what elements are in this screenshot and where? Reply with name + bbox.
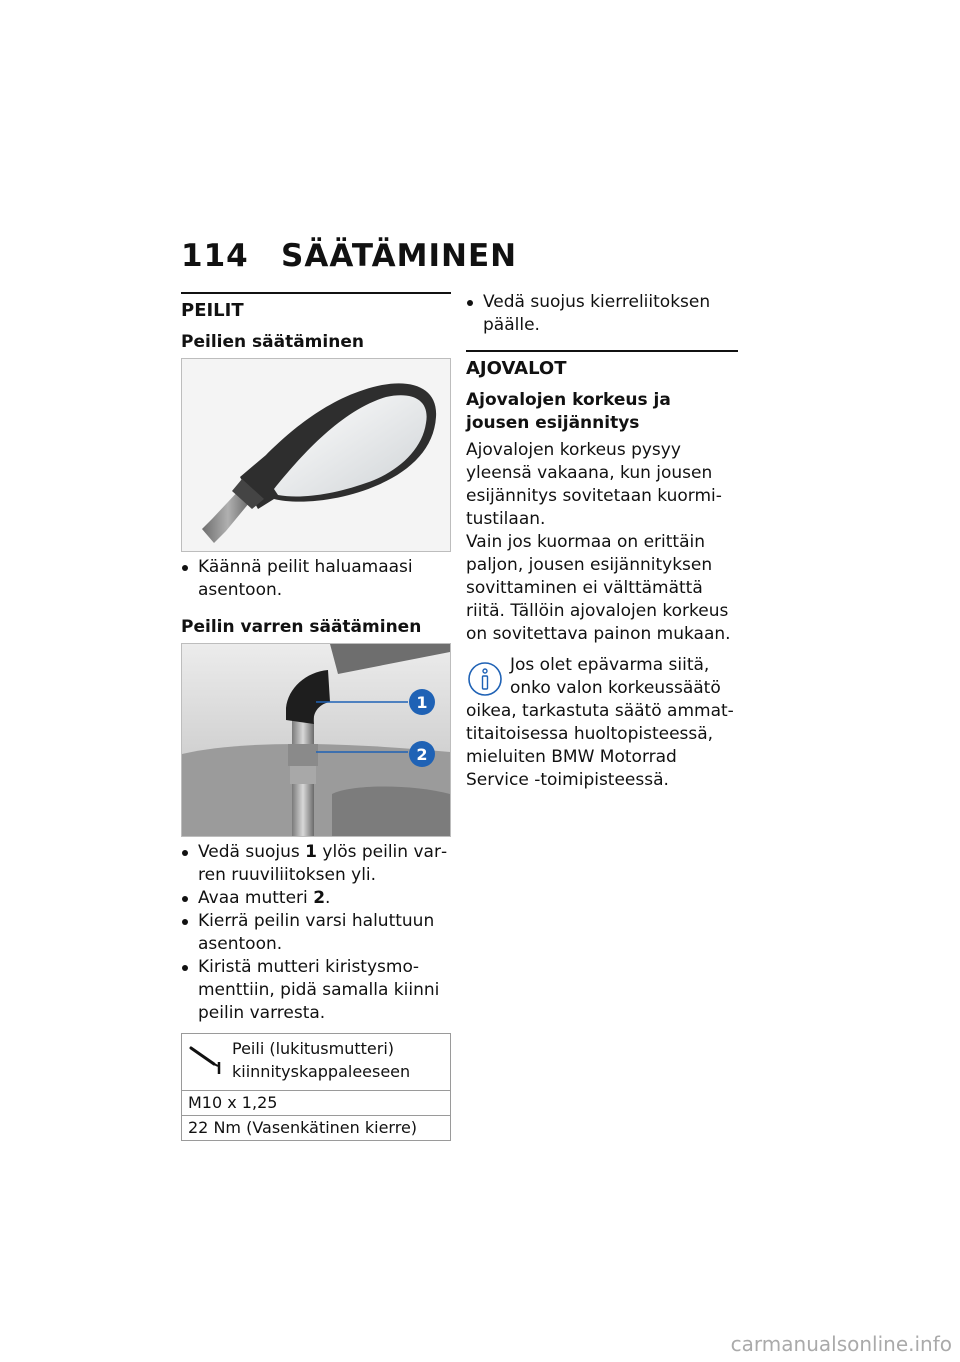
spec-header <box>182 1034 450 1091</box>
mirror-figure <box>181 358 451 552</box>
callout-label: 1 <box>416 693 428 712</box>
paragraph: Vain jos kuormaa on erittäin paljon, jousen esijännityksen sovittaminen ei välttämättä riitä. Tällöin ajovalojen korkeus on sovitettava painon mukaan. <box>466 532 731 644</box>
spec-torque: 22 Nm (Vasenkätinen kierre) <box>188 1118 418 1137</box>
info-line: Jos olet epävarma siitä, <box>510 655 710 675</box>
step-text: . <box>325 888 331 908</box>
watermark: carmanualsonline.info <box>730 1332 952 1356</box>
list-item <box>181 910 451 956</box>
section-title-headlights: AJOVALOT <box>466 358 567 379</box>
spec-thread: M10 x 1,25 <box>182 1091 450 1116</box>
torque-wrench-icon <box>188 1040 224 1076</box>
paragraph: Ajovalojen korkeus pysyy yleensä vakaana, kun jousen esijännitys sovitetaan kuormitustilaan. <box>466 440 722 529</box>
torque-spec-table <box>181 1033 451 1141</box>
step-text: Vedä suojus <box>198 842 306 862</box>
list-item <box>181 956 451 1025</box>
info-text <box>466 654 738 792</box>
info-note <box>466 654 738 792</box>
step-text: Kiristä mutteri kiristysmomenttiin, pidä samalla kiinni peilin varresta. <box>198 957 440 1023</box>
page-number: 114 <box>181 238 249 274</box>
section-title-mirrors: PEILIT <box>181 300 244 321</box>
step-text: Kierrä peilin varsi haluttuun asentoon. <box>198 911 435 954</box>
mirror-arm-steps-continued <box>466 291 738 337</box>
spec-header-text <box>232 1037 410 1083</box>
page-header <box>181 238 741 282</box>
info-line: onko valon korkeussäätö <box>510 678 721 698</box>
section-divider <box>181 292 451 294</box>
spec-label: kiinnityskappaleeseen <box>232 1062 411 1081</box>
mirror-arm-figure <box>181 643 451 837</box>
step-text: Avaa mutteri <box>198 888 314 908</box>
step-ref: 1 <box>305 842 318 862</box>
step-text: ylös peilin varren ruuviliitoksen yli. <box>198 842 448 885</box>
mirror-steps <box>181 556 451 602</box>
mirror-arm-steps <box>181 841 451 1025</box>
left-column <box>181 292 451 1141</box>
section-heading: SÄÄTÄMINEN <box>281 238 518 274</box>
info-icon <box>466 660 504 698</box>
list-item <box>181 887 451 910</box>
step-ref: 2 <box>313 888 326 908</box>
list-item: Käännä peilit haluamaasi asentoon. <box>181 556 451 602</box>
right-column <box>466 291 738 792</box>
list-item <box>181 841 451 887</box>
section-divider <box>466 350 738 352</box>
subheading-headlight-height: Ajovalojen korkeus ja jousen esijännitys <box>466 390 671 433</box>
callout-label: 2 <box>416 745 428 764</box>
spec-label: Peili (lukitusmutteri) <box>232 1039 395 1058</box>
subheading-mirror-adjust: Peilien säätäminen <box>181 332 364 352</box>
mirror-illustration <box>182 359 450 551</box>
subheading-mirror-arm: Peilin varren säätäminen <box>181 617 422 637</box>
list-item: Vedä suojus kierreliitoksen päälle. <box>466 291 738 337</box>
info-line: oikea, tarkastuta säätö ammattitaitoisessa huoltopisteessä, mieluiten BMW Motorrad Service -toimipisteessä. <box>466 701 734 790</box>
mirror-arm-illustration <box>182 644 450 836</box>
